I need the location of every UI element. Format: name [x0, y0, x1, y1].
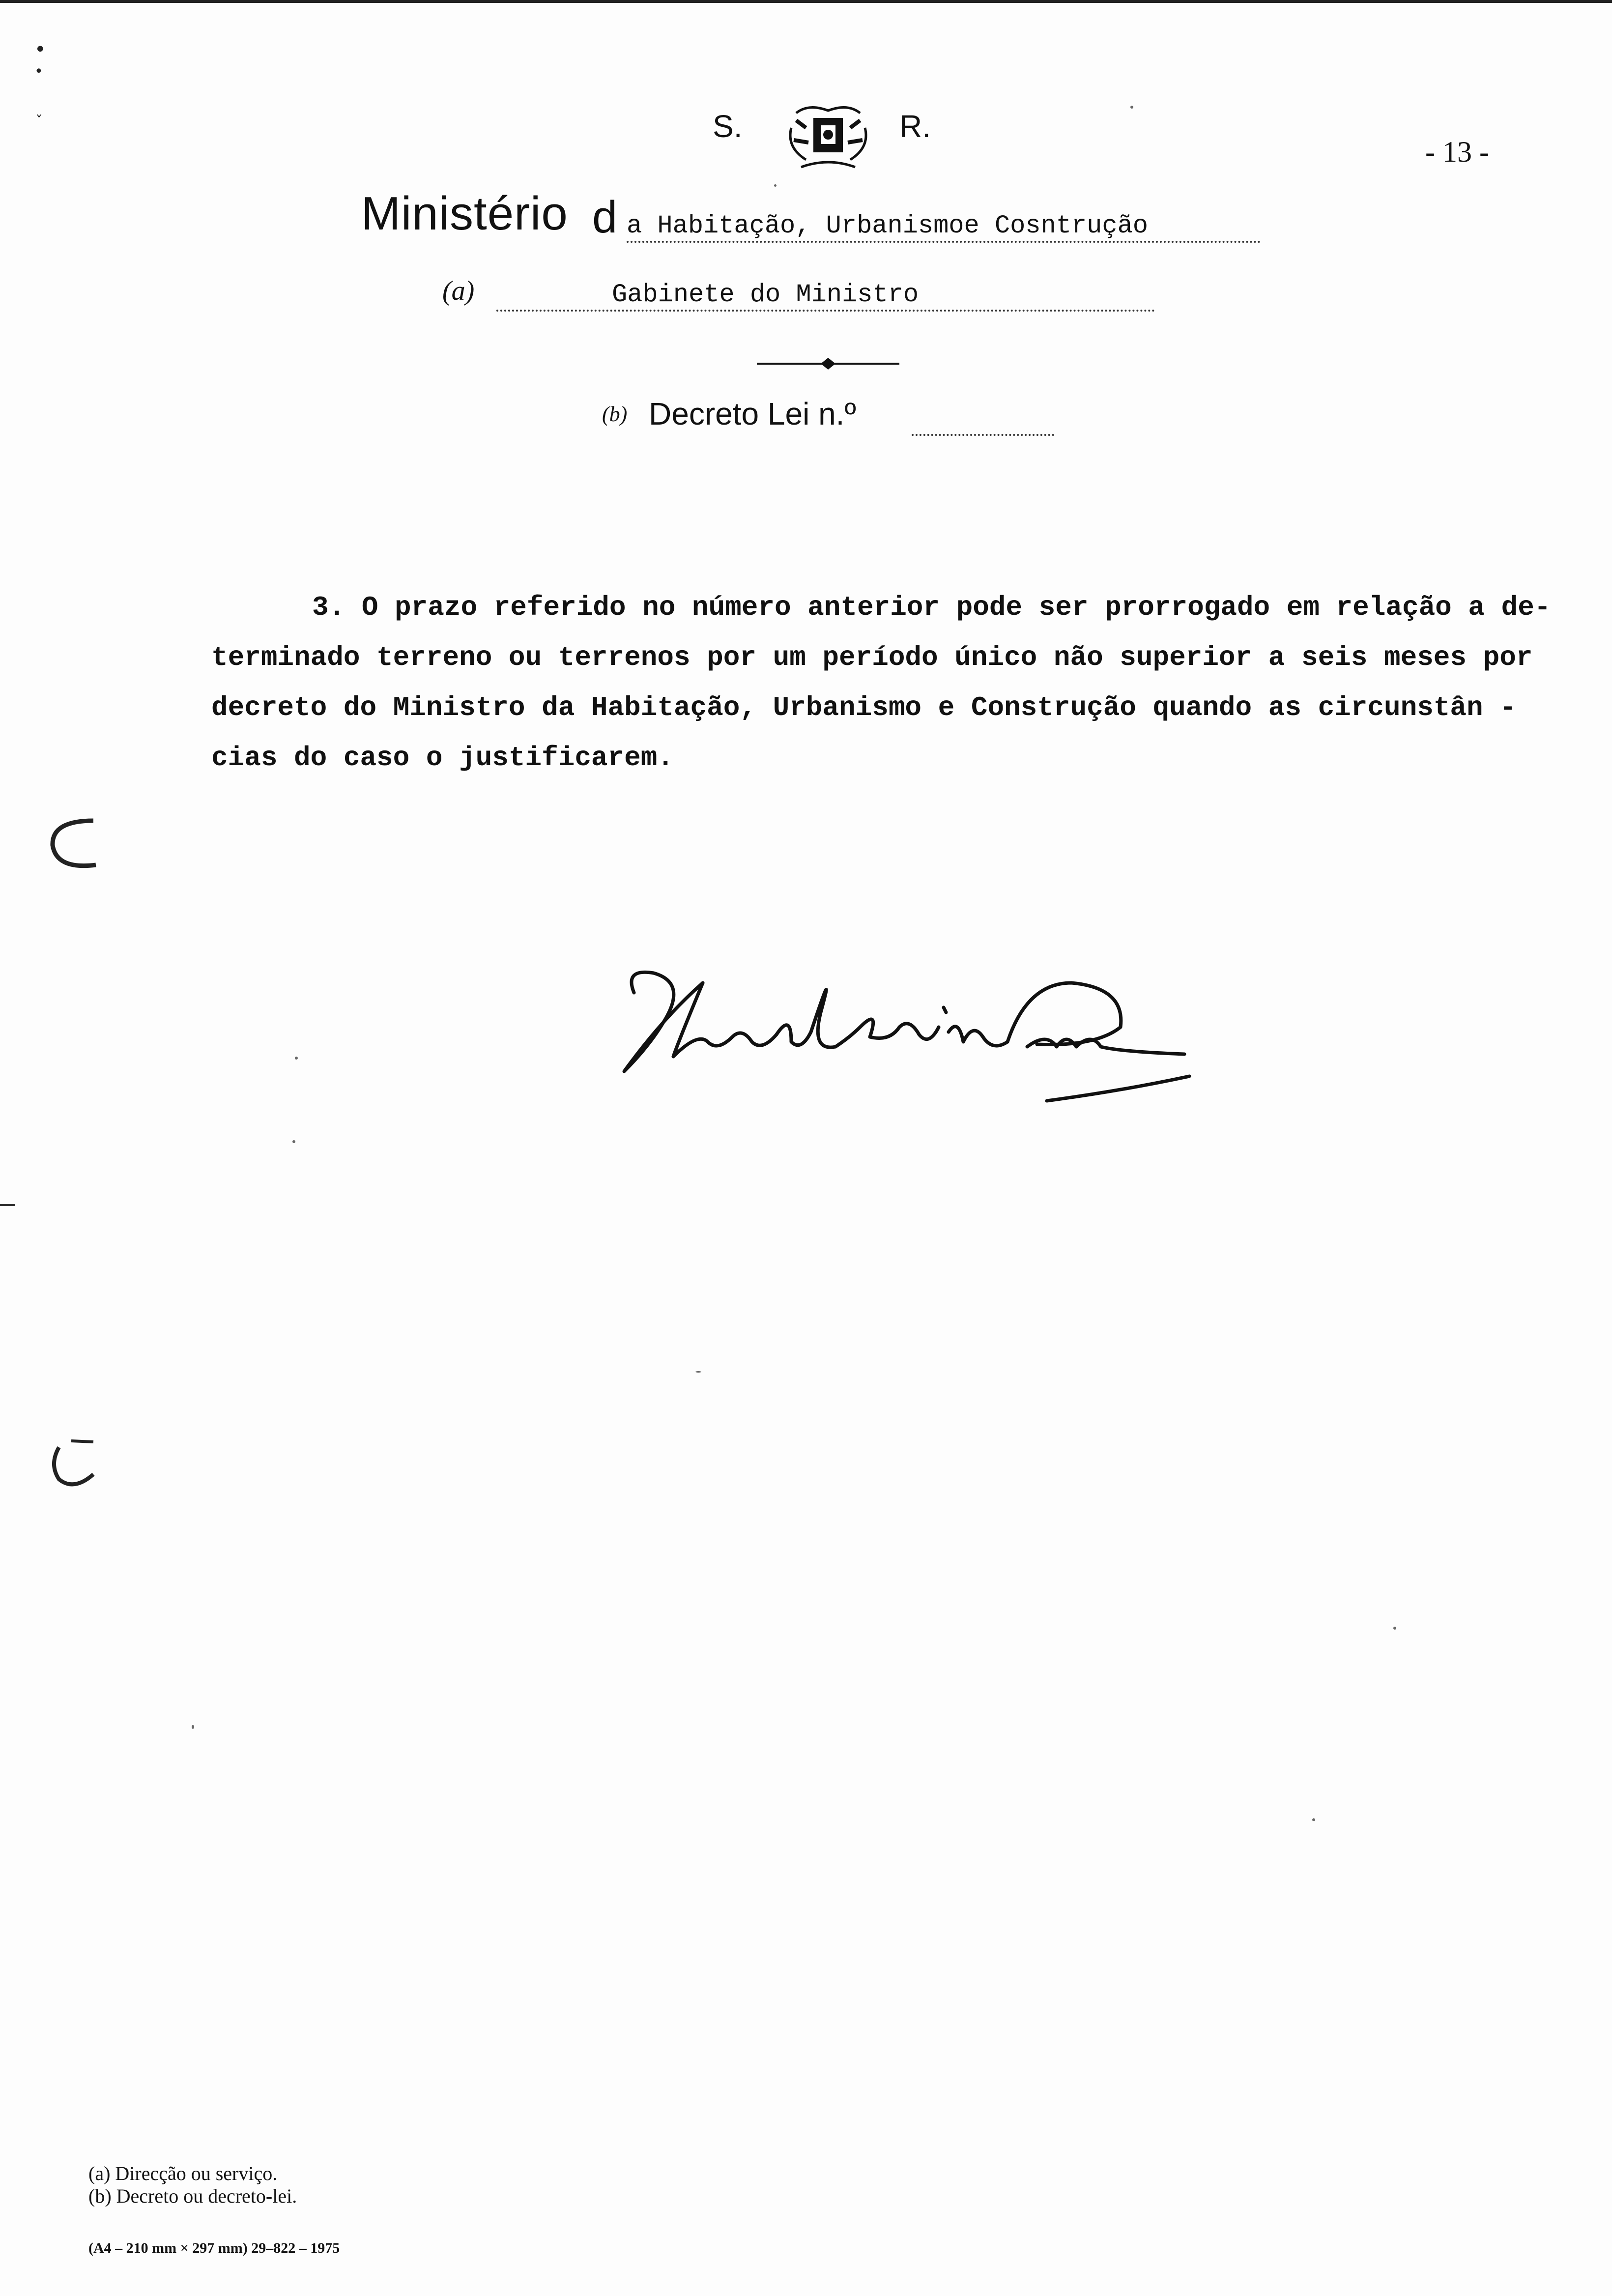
ornament-divider	[757, 354, 899, 373]
margin-tick-mark: ˇ	[35, 113, 43, 130]
footnote-b: (b) Decreto ou decreto-lei.	[88, 2185, 297, 2207]
header-letter-s: S.	[713, 109, 743, 144]
scan-speck	[1393, 1627, 1396, 1630]
margin-dot-mark: •	[34, 63, 43, 80]
service-line	[442, 275, 1209, 319]
handwritten-signature	[604, 953, 1194, 1116]
scan-speck	[774, 184, 777, 187]
scan-speck	[1130, 106, 1133, 109]
body-line: 3. O prazo referido no número anterior pode ser prorrogado em relação a de-	[312, 592, 1551, 623]
header-letter-r: R.	[899, 109, 931, 144]
footnote-a: (a) Direcção ou serviço.	[88, 2162, 278, 2184]
ministry-fill-line	[627, 211, 1261, 243]
scan-speck	[292, 1140, 295, 1143]
footnotes	[88, 2162, 678, 2208]
scan-speck	[695, 1371, 701, 1373]
page-number: - 13 -	[1425, 136, 1489, 168]
form-reference: (A4 – 210 mm × 297 mm) 29–822 – 1975	[88, 2240, 340, 2256]
top-border-rule	[0, 0, 1612, 3]
scan-speck	[1312, 1818, 1315, 1821]
body-line: decreto do Ministro da Habitação, Urbanismo e Construção quando as circunstân -	[211, 692, 1516, 723]
decree-number-fill-line	[912, 410, 1054, 436]
ministry-name: a Habitação, Urbanismoe Cosntrução	[627, 211, 1148, 240]
punch-hole-mark	[44, 1435, 103, 1494]
body-line: terminado terreno ou terrenos por um período único não superior a seis meses por	[211, 642, 1533, 673]
punch-hole-mark	[47, 816, 101, 875]
ministry-prefix: d	[592, 192, 618, 242]
coat-of-arms-icon	[781, 98, 875, 172]
margin-dot-mark: •	[34, 38, 46, 61]
body-line: cias do caso o justificarem.	[211, 742, 674, 774]
republic-header	[0, 98, 1612, 177]
scan-speck	[295, 1057, 298, 1060]
scan-speck	[192, 1725, 194, 1729]
decree-line	[602, 396, 1054, 440]
ministry-line	[361, 187, 1295, 251]
ministry-label: Ministério	[361, 187, 568, 240]
service-marker: (a)	[442, 276, 475, 306]
decree-label: Decreto Lei n.º	[649, 396, 856, 431]
edge-tick-mark	[0, 1204, 15, 1206]
decree-marker: (b)	[602, 402, 628, 426]
service-name: Gabinete do Ministro	[612, 280, 919, 309]
service-fill-line	[496, 280, 1155, 312]
